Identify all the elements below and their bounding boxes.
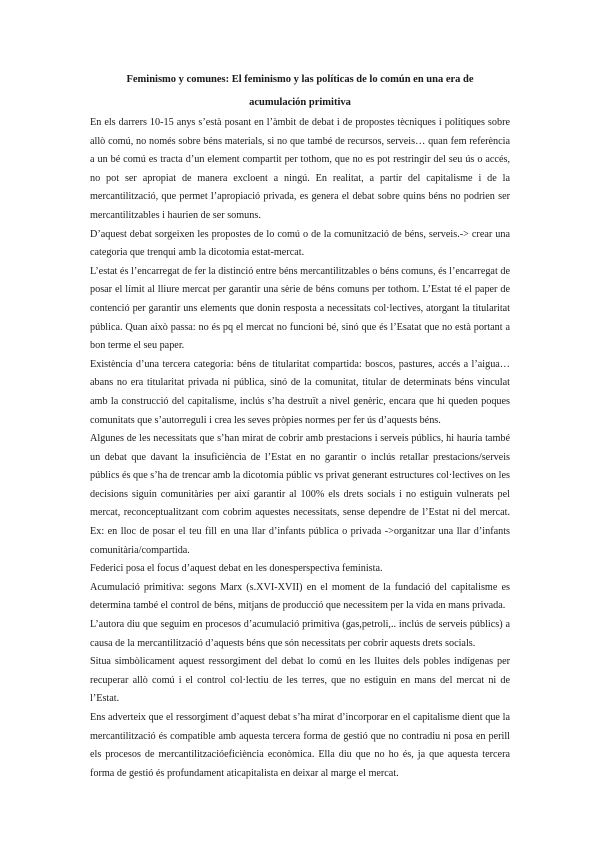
paragraph: Federici posa el focus d’aquest debat en les donesperspectiva feminista. bbox=[90, 563, 383, 575]
paragraph: Existència d’una tercera categoria: béns de titularitat compartida: boscos, pastures, accés a l’aigua… abans no era titularitat privada ni pública, sinó de la comunitat, titular de determinats béns vinculat amb la construcció del capitalisme, inclús s’ha destruït a nivel genèric, encara que hi queden poques comunitats que s’autorreguli i crea les seves pròpies normes per fer ús d’aquests béns. bbox=[90, 358, 510, 426]
paragraph: L’estat és l’encarregat de fer la distinció entre béns mercantilitzables o béns comuns, és l’encarregat de posar el límit al lliure mercat per garantir una sèrie de béns comuns per tothom. L’Estat té el paper de contenció per garantir uns elements que donin resposta a necessitats col·lectives, atorgant la titularitat pública. Quan això passa: no és pq el mercat no funcioni bé, sinó que és l’Esatat que no està portant a bon terme el seu paper. bbox=[90, 265, 510, 352]
paragraph: L’autora diu que seguim en procesos d’acumulació primitiva (gas,petroli,.. inclús de serveis públics) a causa de la mercantilització d’aquests béns que són necessitats per cobrir aquests drets socials. bbox=[90, 619, 510, 649]
paragraph: Algunes de les necessitats que s’han mirat de cobrir amb prestacions i serveis públics, hi hauria també un debat que davant la insuficiència de l’Estat en no garantir o inclús retallar prestacions/serveis públics és que s’ha de trencar amb la dicotomia públic vs privat generant estructures col·lectives on les decisions siguin comunitàries per així garantir al 100% els drets socials i no estiguin vulnerats pel mercat, reconceptualitzant com cobrim aquestes necessitats, sense dependre de l’Estat ni del mercat. Ex: en lloc de posar el teu fill en una llar d’infants pública o privada ->organitzar una llar d’infants comunitària/compartida. bbox=[90, 433, 510, 556]
paragraph: Acumulació primitiva: segons Marx (s.XVI-XVII) en el moment de la fundació del capitalisme es determina també el control de béns, mitjans de producció que necessitem per la vida en mans privada. bbox=[90, 581, 510, 612]
paragraph: D’aquest debat sorgeixen les propostes de lo comú o de la comunització de béns, serveis.-> crear una categoria que trenqui amb la dicotomia estat-mercat. bbox=[90, 228, 510, 259]
document-body bbox=[90, 114, 510, 783]
paragraph: Situa simbòlicament aquest ressorgiment del debat lo comú en les lluites dels pobles indígenas per recuperar allò comú i el control col·lectiu de les terres, que no estiguin en mans del mercat ni de l’Estat. bbox=[90, 656, 510, 705]
paragraph: Ens adverteix que el ressorgiment d’aquest debat s’ha mirat d’incorporar en el capitalisme dient que la mercantilització és compatible amb aquesta tercera forma de gestió que no contradiu ni posa en perill els procesos de mercantilitzacióeficiència econòmica. Ella diu que no ho és, ja que aquesta tercera forma de gestió és profundament aticapitalista en deixar al marge el mercat. bbox=[90, 712, 510, 779]
document-title: Feminismo y comunes: El feminismo y las políticas de lo común en una era de acumulación primitiva bbox=[126, 74, 474, 108]
paragraph: En els darrers 10-15 anys s’està posant en l’àmbit de debat i de propostes tècniques i polítiques sobre allò comú, no només sobre béns materials, si no que també de recursos, serveis… quan fem referència a un bé comú es tracta d’un element compartit per tothom, que no es pot restringir del seu ús o accés, no pot ser apropiat de manera excloent a ningú. En realitat, a partir del capitalisme i de la mercantilització, que permet l’apropiació privada, es genera el debat sobre quins béns no podrien ser mercantilitzables i haurien de ser somuns. bbox=[90, 117, 510, 221]
